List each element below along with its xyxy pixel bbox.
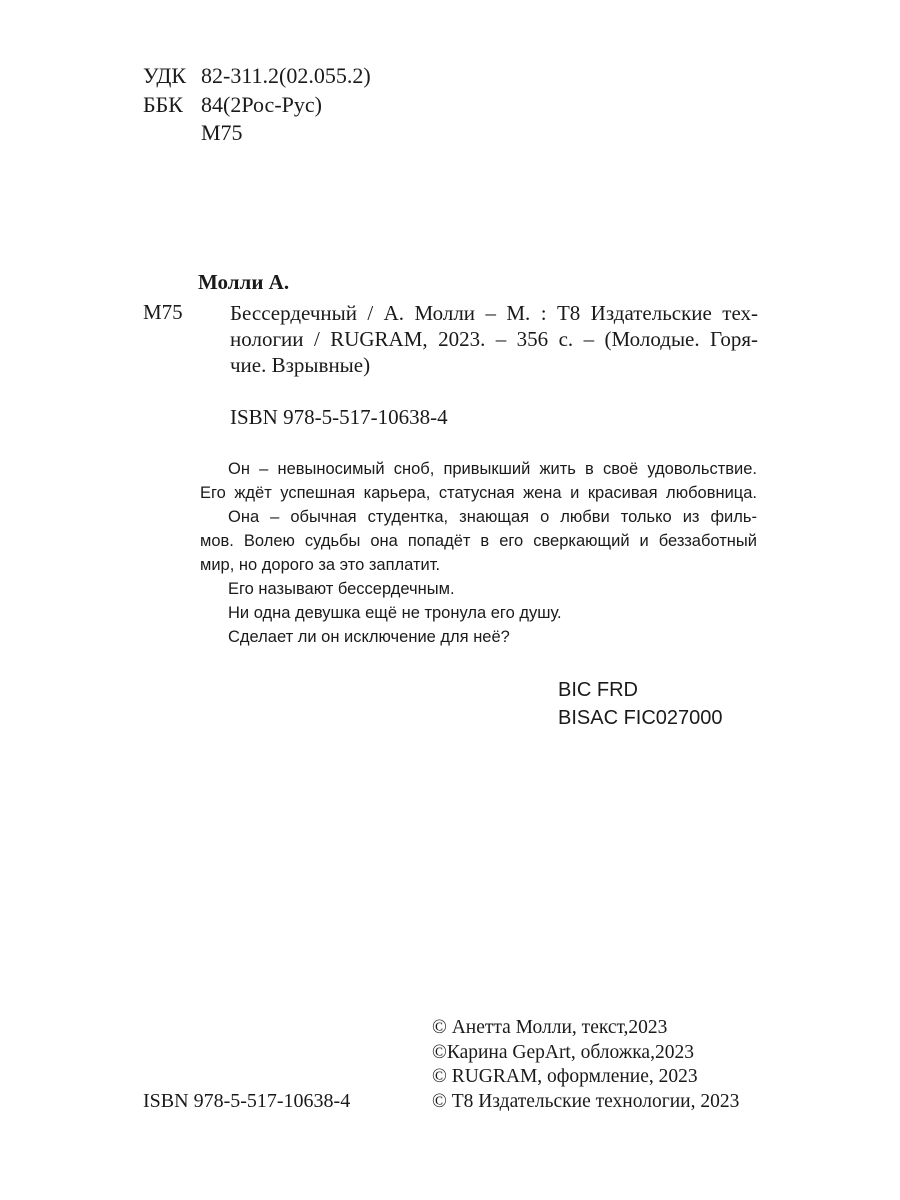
annotation-line: Сделает ли он исключение для неё? — [228, 628, 510, 646]
record-author-sign: М75 — [143, 300, 183, 324]
annotation-line: Она – обычная студентка, знающая о любви только из филь- — [228, 508, 757, 526]
copyright-line: ©Карина GepArt, обложка,2023 — [432, 1041, 694, 1063]
annotation — [200, 457, 757, 649]
bbk-row — [143, 91, 322, 119]
copyright-line: © Т8 Издательские технологии, 2023 — [432, 1090, 740, 1112]
bisac-code: BISAC FIC027000 — [558, 707, 723, 729]
annotation-line: Его ждёт успешная карьера, статусная жена и красивая любовница. — [200, 484, 757, 502]
subject-codes — [558, 676, 723, 732]
udk-label: УДК — [143, 63, 187, 88]
bic-code: BIC FRD — [558, 679, 638, 701]
description-line: чие. Взрывные) — [230, 353, 371, 377]
udk-value: 82-311.2(02.055.2) — [201, 63, 371, 88]
annotation-line: мир, но дорого за это заплатит. — [200, 556, 441, 574]
bbk-label: ББК — [143, 92, 183, 117]
copyright-line: © Анетта Молли, текст,2023 — [432, 1017, 668, 1038]
annotation-line: мов. Волею судьбы она попадёт в его сверкающий и беззаботный — [200, 532, 757, 550]
copyright-line: © RUGRAM, оформление, 2023 — [432, 1066, 698, 1087]
author-sign-row — [143, 119, 243, 147]
author-sign-value: М75 — [201, 120, 243, 145]
author-heading: Молли А. — [198, 270, 290, 294]
bibliographic-description — [230, 300, 758, 378]
description-line: Бессердечный / А. Молли – М. : Т8 Издательские тех- — [230, 301, 758, 325]
record-isbn: ISBN 978-5-517-10638-4 — [230, 405, 448, 429]
annotation-line: Его называют бессердечным. — [228, 580, 455, 598]
annotation-line: Ни одна девушка ещё не тронула его душу. — [228, 604, 562, 622]
description-line: нологии / RUGRAM, 2023. – 356 с. – (Молодые. Горя- — [230, 327, 758, 351]
copyright-block — [432, 1016, 739, 1114]
bbk-value: 84(2Рос-Рус) — [201, 92, 322, 117]
udk-row — [143, 62, 371, 90]
footer-isbn: ISBN 978-5-517-10638-4 — [143, 1090, 351, 1112]
annotation-line: Он – невыносимый сноб, привыкший жить в своё удовольствие. — [228, 460, 757, 478]
